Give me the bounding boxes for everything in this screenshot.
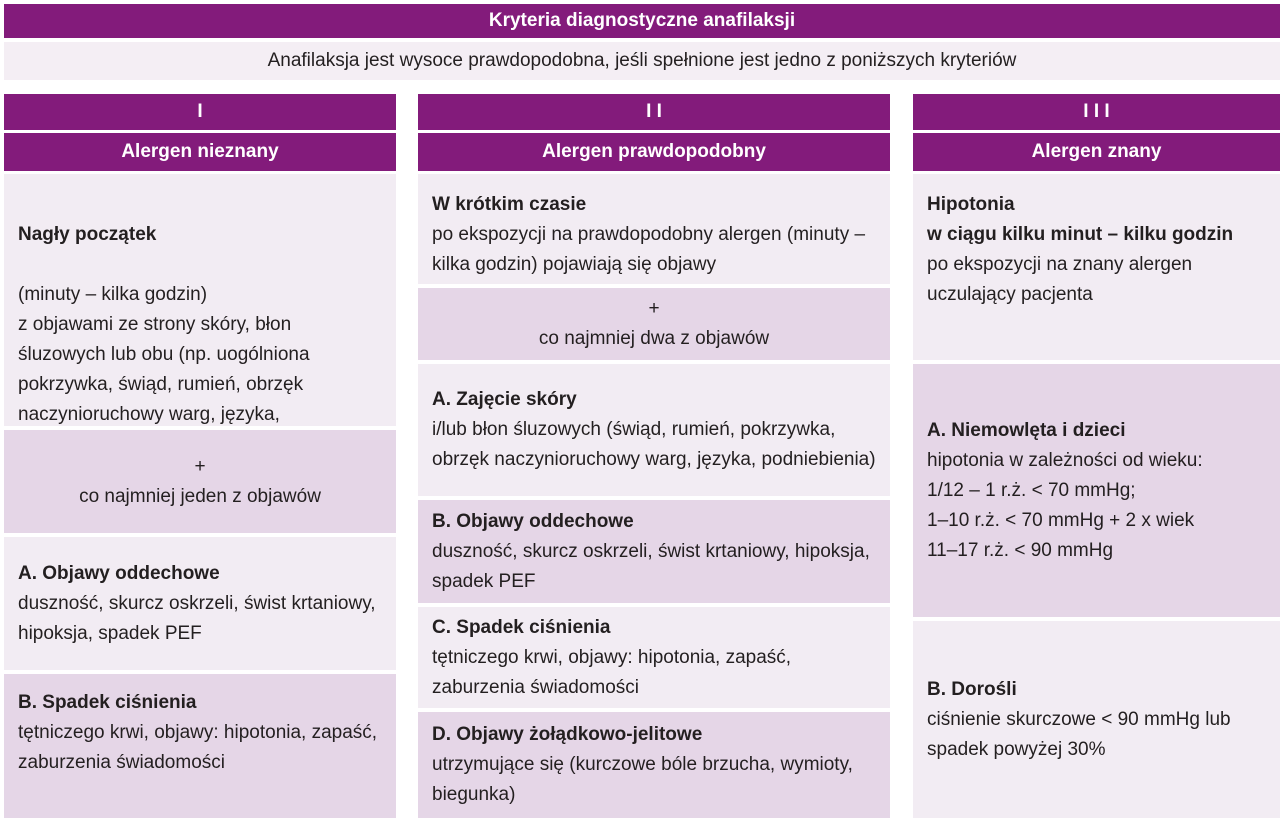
column-2-item-b-title: B. Objawy oddechowe xyxy=(432,510,634,532)
column-1-intro-title: Nagły początek xyxy=(18,224,157,245)
column-2-intro-title: W krótkim czasie xyxy=(432,194,587,215)
table-subtitle: Anafilaksja jest wysoce prawdopodobna, jeśli spełnione jest jedno z poniższych kryteriów xyxy=(4,42,1280,80)
column-1-item-a xyxy=(4,537,396,670)
column-1-item-a-body: duszność, skurcz oskrzeli, świst krtaniowy, hipoksja, spadek PEF xyxy=(18,592,376,644)
column-3-item-b xyxy=(913,621,1280,818)
column-3-intro-title: Hipotonia xyxy=(927,194,1015,215)
column-1-connector xyxy=(4,430,396,533)
column-3-item-a-body: hipotonia w zależności od wieku: 1/12 – 1 r.ż. < 70 mmHg; 1–10 r.ż. < 70 mmHg + 2 x wiek 11–17 r.ż. < 90 mmHg xyxy=(927,449,1203,561)
column-3-heading: Alergen znany xyxy=(913,133,1280,171)
column-3-intro-title2: w ciągu kilku minut – kilku godzin xyxy=(927,224,1234,245)
column-2-item-b xyxy=(418,500,890,603)
column-2-item-d-body: utrzymujące się (kurczowe bóle brzucha, wymioty, biegunka) xyxy=(432,754,853,805)
column-3-item-a xyxy=(913,364,1280,617)
column-2-heading: Alergen prawdopodobny xyxy=(418,133,890,171)
column-1-numeral: I xyxy=(4,94,396,130)
column-1-connector-text: co najmniej jeden z objawów xyxy=(79,485,321,507)
column-2-item-d xyxy=(418,712,890,818)
column-2-item-a xyxy=(418,364,890,496)
column-2-item-c-body: tętniczego krwi, objawy: hipotonia, zapaść, zaburzenia świadomości xyxy=(432,646,792,698)
column-2-numeral: I I xyxy=(418,94,890,130)
column-2-connector-text: co najmniej dwa z objawów xyxy=(538,328,770,349)
column-1-intro xyxy=(4,174,396,426)
column-1-item-a-title: A. Objawy oddechowe xyxy=(18,562,220,584)
column-1-heading: Alergen nieznany xyxy=(4,133,396,171)
column-2-item-a-body: i/lub błon śluzowych (świąd, rumień, pokrzywka, obrzęk naczynioruchowy warg, języka, podniebienia) xyxy=(432,419,876,470)
column-1-item-b xyxy=(4,674,396,818)
column-2-item-d-title: D. Objawy żołądkowo-jelitowe xyxy=(432,724,703,745)
column-1-item-b-body: tętniczego krwi, objawy: hipotonia, zapaść, zaburzenia świadomości xyxy=(18,722,378,773)
column-3-item-b-title: B. Dorośli xyxy=(927,678,1017,700)
column-2-connector xyxy=(418,288,890,360)
column-3-item-b-body: ciśnienie skurczowe < 90 mmHg lub spadek powyżej 30% xyxy=(927,708,1231,760)
column-2-item-b-body: duszność, skurcz oskrzeli, świst krtaniowy, hipoksja, spadek PEF xyxy=(432,540,870,592)
plus-sign: + xyxy=(194,455,206,477)
column-2-item-c-title: C. Spadek ciśnienia xyxy=(432,616,611,638)
column-2-intro-body: po ekspozycji na prawdopodobny alergen (minuty – kilka godzin) pojawiają się objawy xyxy=(432,224,866,275)
column-1-item-b-title: B. Spadek ciśnienia xyxy=(18,692,197,713)
table-title: Kryteria diagnostyczne anafilaksji xyxy=(4,4,1280,38)
column-3-intro xyxy=(913,174,1280,360)
column-3-numeral: I I I xyxy=(913,94,1280,130)
column-3-item-a-title: A. Niemowlęta i dzieci xyxy=(927,419,1126,441)
column-2-intro xyxy=(418,174,890,284)
column-2-item-a-title: A. Zajęcie skóry xyxy=(432,389,577,410)
column-1-intro-body: (minuty – kilka godzin) z objawami ze strony skóry, błon śluzowych lub obu (np. uogólniona pokrzywka, świąd, rumień, obrzęk naczynioruchowy warg, języka, xyxy=(18,284,310,425)
column-2-item-c xyxy=(418,607,890,708)
plus-sign: + xyxy=(648,298,660,319)
column-3-intro-body: po ekspozycji na znany alergen uczulający pacjenta xyxy=(927,254,1193,305)
